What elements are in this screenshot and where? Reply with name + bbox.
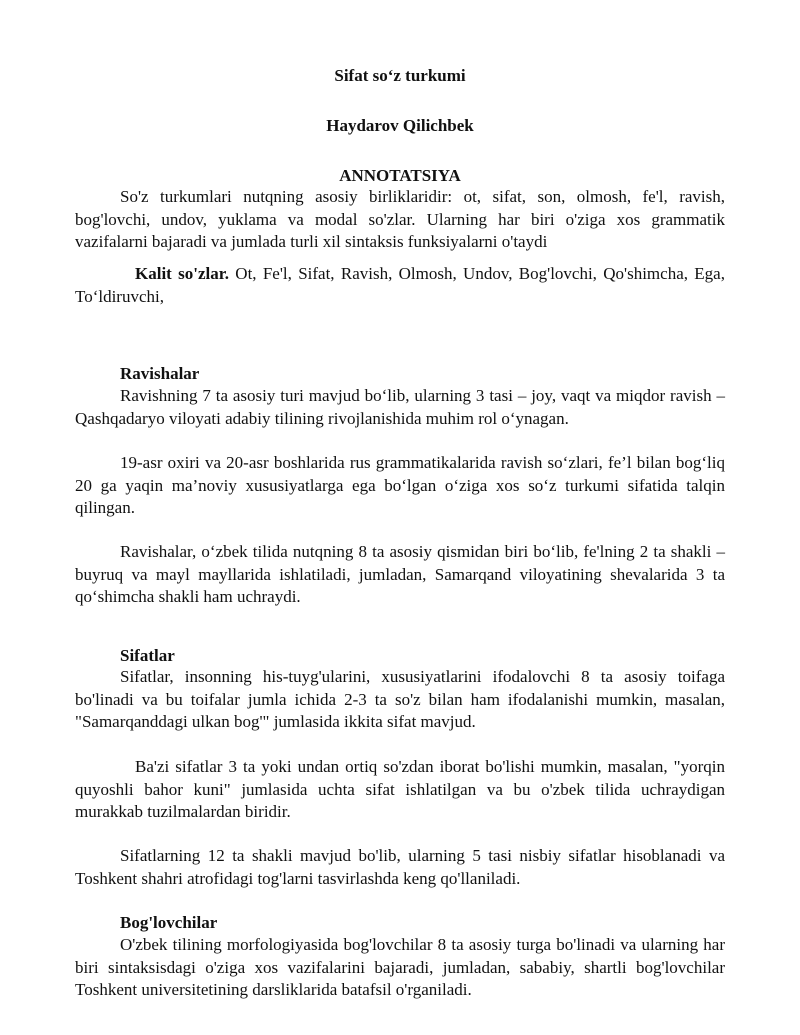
keywords-paragraph xyxy=(75,263,725,308)
abstract-heading: ANNOTATSIYA xyxy=(339,166,461,185)
abstract-text: So'z turkumlari nutqning asosiy birliklaridir: ot, sifat, son, olmosh, fe'l, ravish, bog'lovchi, undov, yuklama va modal so'zlar. Ularning har biri o'ziga xos grammatik vazifalarni bajaradi va jumlada turli xil sintaksis funksiyalarni o'taydi xyxy=(75,187,725,251)
keywords-label: Kalit so'zlar. xyxy=(135,264,229,283)
keywords-text: Ot, Fe'l, Sifat, Ravish, Olmosh, Undov, Bog'lovchi, Qo'shimcha, Ega, To‘ldiruvchi, xyxy=(75,264,725,306)
document-title: Sifat so‘z turkumi xyxy=(334,66,466,85)
author-name: Haydarov Qilichbek xyxy=(326,116,474,135)
section-heading-boglovchilar: Bog'lovchilar xyxy=(120,913,218,932)
ravishalar-paragraph-2: 19-asr oxiri va 20-asr boshlarida rus grammatikalarida ravish so‘zlari, fe’l bilan bog‘liq 20 ga yaqin ma’noviy xususiyatlarga ega bo‘lgan o‘ziga xos so‘z turkumi sifatida talqin qilingan. xyxy=(75,453,725,517)
sifatlar-paragraph-3: Sifatlarning 12 ta shakli mavjud bo'lib, ularning 5 tasi nisbiy sifatlar hisoblanadi va Toshkent shahri atrofidagi tog'larni tasvirlashda keng qo'llaniladi. xyxy=(75,846,725,888)
section-heading-ravishalar: Ravishalar xyxy=(120,364,200,383)
section-heading-sifatlar: Sifatlar xyxy=(120,646,175,665)
boglovchilar-paragraph-1: O'zbek tilining morfologiyasida bog'lovchilar 8 ta asosiy turga bo'linadi va ularning har biri sintaksisdagi o'ziga xos vazifalarini bajaradi, jumladan, sababiy, shartli bog'lovchilar Toshkent universitetining darsliklarida batafsil o'rganiladi. xyxy=(75,935,725,999)
sifatlar-paragraph-1: Sifatlar, insonning his-tuyg'ularini, xususiyatlarini ifodalovchi 8 ta asosiy toifaga bo'linadi va bu toifalar jumla ichida 2-3 ta so'z bilan ham ifodalanishi mumkin, masalan, "Samarqanddagi ulkan bog'" jumlasida ikkita sifat mavjud. xyxy=(75,667,725,731)
ravishalar-paragraph-1: Ravishning 7 ta asosiy turi mavjud bo‘lib, ularning 3 tasi – joy, vaqt va miqdor ravish – Qashqadaryo viloyati adabiy tilining rivojlanishida muhim rol o‘ynagan. xyxy=(75,386,725,428)
sifatlar-paragraph-2: Ba'zi sifatlar 3 ta yoki undan ortiq so'zdan iborat bo'lishi mumkin, masalan, "yorqin quyoshli bahor kuni" jumlasida uchta sifat ishlatilgan va bu o'zbek tilida uchraydigan murakkab tuzilmalardan biridir. xyxy=(75,757,725,821)
ravishalar-paragraph-3: Ravishalar, o‘zbek tilida nutqning 8 ta asosiy qismidan biri bo‘lib, fe'lning 2 ta shakli – buyruq va mayl mayllarida ishlatiladi, jumladan, Samarqand viloyatining shevalarida 3 ta qo‘shimcha shakli ham uchraydi. xyxy=(75,542,725,606)
